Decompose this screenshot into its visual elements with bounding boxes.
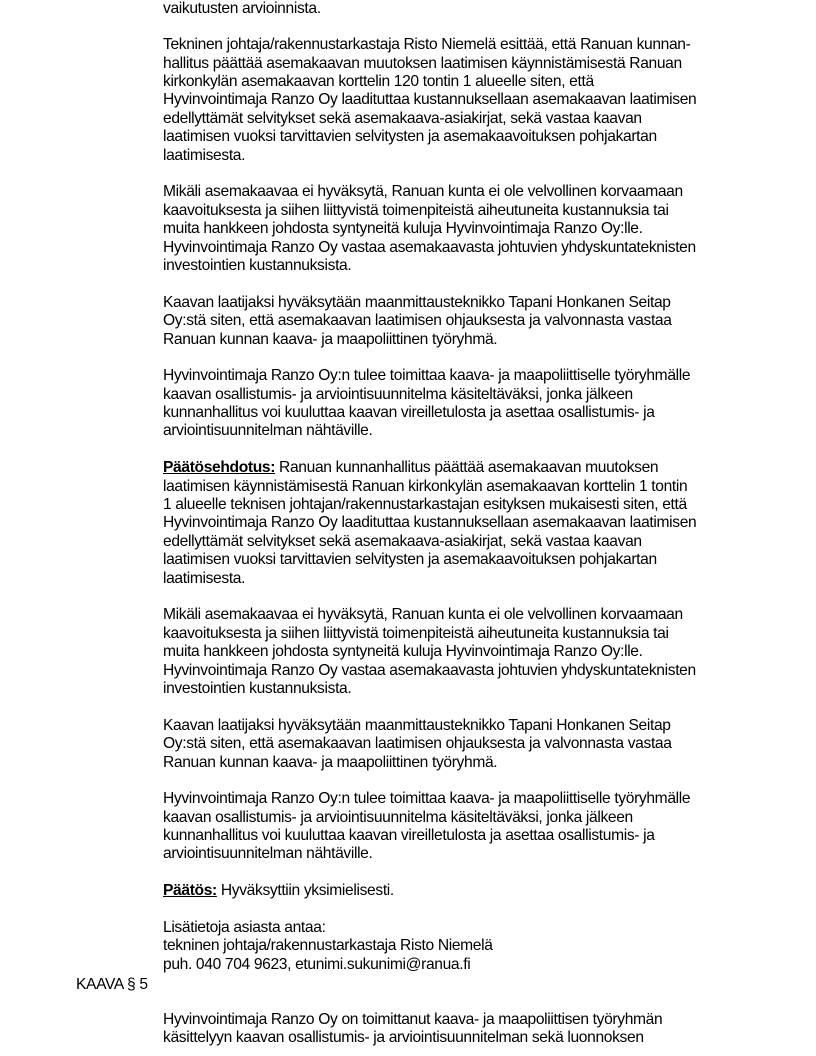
paragraph-line: Hyvinvointimaja Ranzo Oy vastaa asemakaavasta johtuvien yhdyskuntateknisten: [163, 238, 696, 256]
paragraph-line: Hyvinvointimaja Ranzo Oy:n tulee toimittaa kaava- ja maapoliittiselle työryhmälle: [163, 367, 691, 385]
paragraph-line: arviointisuunnitelman nähtäville.: [163, 422, 373, 440]
blank-line: [163, 901, 803, 919]
blank-line: [163, 588, 803, 606]
paragraph-line: kaavoituksesta ja siihen liittyvistä toimenpiteistä aiheutuneita kustannuksia tai: [163, 624, 669, 642]
paragraph-line: kunnanhallitus voi kuuluttaa kaavan vireilletulosta ja asettaa osallistumis- ja: [163, 404, 655, 422]
paragraph-line: Hyvinvointimaja Ranzo Oy laadituttaa kustannuksellaan asemakaavan laatimisen: [163, 91, 697, 109]
blank-line: [163, 993, 803, 1011]
blank-line: [163, 275, 803, 293]
paragraph-line: Ranuan kunnan kaava- ja maapoliittinen työryhmä.: [163, 330, 498, 348]
paragraph-line: kaavan osallistumis- ja arviointisuunnitelma käsiteltäväksi, jonka jälkeen: [163, 808, 633, 826]
paragraph-line: käsittelyyn kaavan osallistumis- ja arviointisuunnitelman sekä luonnoksen: [163, 1029, 644, 1047]
paragraph-line: muita hankkeen johdosta syntyneitä kuluja Hyvinvointimaja Ranzo Oy:lle.: [163, 643, 643, 661]
paragraph-line: kaavan osallistumis- ja arviointisuunnitelma käsiteltäväksi, jonka jälkeen: [163, 385, 633, 403]
paragraph-line: laatimisen vuoksi tarvittavien selvitysten ja asemakaavoituksen pohjakartan: [163, 128, 657, 146]
paragraph-line: kirkonkylän asemakaavan korttelin 120 tontin 1 alueelle siten, että: [163, 73, 594, 91]
paragraph-line: Hyvinvointimaja Ranzo Oy vastaa asemakaavasta johtuvien yhdyskuntateknisten: [163, 661, 696, 679]
paragraph-line: edellyttämät selvitykset sekä asemakaava-asiakirjat, sekä vastaa kaavan: [163, 532, 642, 550]
decision-label: Päätös:: [163, 882, 217, 900]
proposal-first-line: [163, 459, 803, 477]
blank-line: [163, 165, 803, 183]
paragraph-line: Oy:stä siten, että asemakaavan laatimisen ohjauksesta ja valvonnasta vastaa: [163, 735, 672, 753]
paragraph-line: 1 alueelle teknisen johtajan/rakennustarkastajan esityksen mukaisesti siten, että: [163, 496, 687, 514]
paragraph-line: kaavoituksesta ja siihen liittyvistä toimenpiteistä aiheutuneita kustannuksia tai: [163, 201, 669, 219]
paragraph-line: Hyvinvointimaja Ranzo Oy:n tulee toimittaa kaava- ja maapoliittiselle työryhmälle: [163, 790, 691, 808]
paragraph-line: Ranuan kunnan kaava- ja maapoliittinen työryhmä.: [163, 753, 498, 771]
paragraph-line: Oy:stä siten, että asemakaavan laatimisen ohjauksesta ja valvonnasta vastaa: [163, 312, 672, 330]
paragraph-line: investointien kustannuksista.: [163, 256, 352, 274]
paragraph-line: laatimisen vuoksi tarvittavien selvitysten ja asemakaavoituksen pohjakartan: [163, 551, 657, 569]
paragraph-line: laatimisesta.: [163, 569, 246, 587]
proposal-text: Ranuan kunnanhallitus päättää asemakaavan muutoksen: [275, 459, 659, 477]
paragraph-line: Hyvinvointimaja Ranzo Oy on toimittanut kaava- ja maapoliittisen työryhmän: [163, 1010, 663, 1028]
paragraph-line: tekninen johtaja/rakennustarkastaja Risto Niemelä: [163, 937, 493, 955]
section-label: KAAVA § 5: [76, 975, 148, 993]
paragraph-line: edellyttämät selvitykset sekä asemakaava-asiakirjat, sekä vastaa kaavan: [163, 109, 642, 127]
blank-line: [163, 698, 803, 716]
blank-line: [163, 864, 803, 882]
paragraph-line: Kaavan laatijaksi hyväksytään maanmittausteknikko Tapani Honkanen Seitap: [163, 293, 671, 311]
decision-text: Hyväksyttiin yksimielisesti.: [216, 882, 394, 900]
proposal-label: Päätösehdotus:: [163, 459, 276, 477]
paragraph-line: puh. 040 704 9623, etunimi.sukunimi@ranua.fi: [163, 955, 471, 973]
paragraph-line: vaikutusten arvioinnista.: [163, 0, 321, 17]
paragraph-line: laatimisesta.: [163, 146, 246, 164]
paragraph-line: Kaavan laatijaksi hyväksytään maanmittausteknikko Tapani Honkanen Seitap: [163, 716, 671, 734]
document-body: [163, 0, 803, 1048]
paragraph-line: Mikäli asemakaavaa ei hyväksytä, Ranuan kunta ei ole velvollinen korvaamaan: [163, 183, 683, 201]
paragraph-line: laatimisen käynnistämisestä Ranuan kirkonkylän asemakaavan korttelin 1 tontin: [163, 477, 688, 495]
blank-line: [163, 18, 803, 36]
blank-line: [163, 772, 803, 790]
paragraph-line: arviointisuunnitelman nähtäville.: [163, 845, 373, 863]
paragraph-line: kunnanhallitus voi kuuluttaa kaavan vireilletulosta ja asettaa osallistumis- ja: [163, 827, 655, 845]
paragraph-line: Tekninen johtaja/rakennustarkastaja Risto Niemelä esittää, että Ranuan kunnan-: [163, 36, 691, 54]
blank-line: [163, 441, 803, 459]
paragraph-line: Hyvinvointimaja Ranzo Oy laadituttaa kustannuksellaan asemakaavan laatimisen: [163, 514, 697, 532]
paragraph-line: investointien kustannuksista.: [163, 679, 352, 697]
paragraph-line: Mikäli asemakaavaa ei hyväksytä, Ranuan kunta ei ole velvollinen korvaamaan: [163, 606, 683, 624]
paragraph-line: Lisätietoja asiasta antaa:: [163, 919, 326, 937]
decision-line: [163, 882, 803, 900]
paragraph-line: hallitus päättää asemakaavan muutoksen laatimisen käynnistämisestä Ranuan: [163, 54, 682, 72]
blank-line: [163, 974, 803, 992]
blank-line: [163, 349, 803, 367]
paragraph-line: muita hankkeen johdosta syntyneitä kuluja Hyvinvointimaja Ranzo Oy:lle.: [163, 220, 643, 238]
